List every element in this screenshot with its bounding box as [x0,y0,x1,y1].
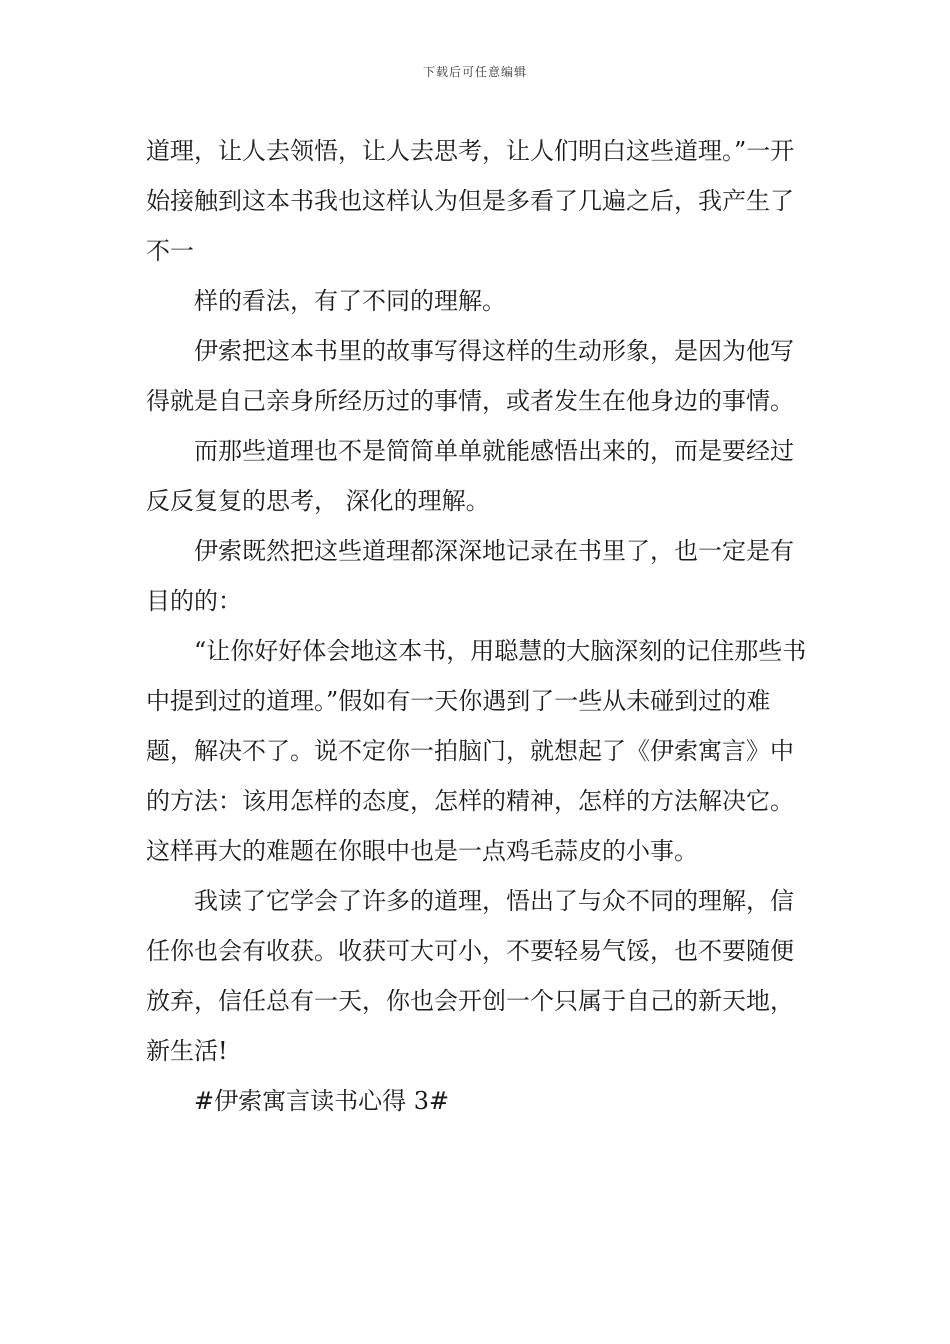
paragraph: 伊索既然把这些道理都深深地记录在书里了，也一定是有目的的： [146,537,794,615]
paragraph: “让你好好体会地这本书，用聪慧的大脑深刻的记住那些书中提到过的道理。”假如有一天你遇到了一些从未碰到过的难题，解决不了。说不定你一拍脑门，就想起了《伊索寓言》中的方法：该用怎样的态度，怎样的精神，怎样的方法解决它。这样再大的难题在你眼中也是一点鸡毛蒜皮的小事。 [146,637,807,865]
page-header: 下载后可任意编辑 [422,65,527,79]
paragraph-continuation: 道理，让人去领悟，让人去思考，让人们明白这些道理。”一开始接触到这本书我也这样认为但是多看了几遍之后，我产生了不一 [146,137,795,265]
document-body [146,126,811,1126]
paragraph: 样的看法，有了不同的理解。 [194,287,506,315]
paragraph: 我读了它学会了许多的道理，悟出了与众不同的理解，信任你也会有收获。收获可大可小，不要轻易气馁，也不要随便放弃，信任总有一天，你也会开创一个只属于自己的新天地，新生活! [146,887,794,1065]
section-heading: #伊索寓言读书心得 3# [194,1087,450,1115]
paragraph: 而那些道理也不是简简单单就能感悟出来的，而是要经过反反复复的思考， 深化的理解。 [146,437,794,515]
paragraph: 伊索把这本书里的故事写得这样的生动形象，是因为他写得就是自己亲身所经历过的事情，或者发生在他身边的事情。 [146,337,794,415]
